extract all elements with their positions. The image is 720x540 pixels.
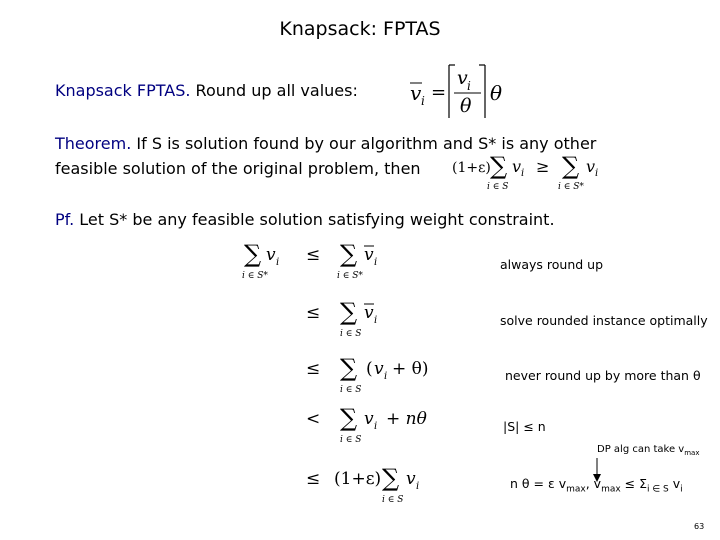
- equals-sign: =: [431, 82, 447, 103]
- fptas-intro: [55, 81, 358, 100]
- bound-part-2: , v: [585, 476, 602, 491]
- row5-sum: ∑: [382, 464, 400, 492]
- one-plus-eps: (1+ε): [452, 160, 491, 176]
- theorem-inequality: [450, 148, 610, 196]
- proof-chain: [240, 238, 490, 513]
- dp-note-text: DP alg can take v: [597, 444, 685, 455]
- row3-sum: ∑: [340, 354, 358, 382]
- vbar-subscript: i: [421, 94, 425, 108]
- v-left: v: [512, 157, 522, 176]
- row1-sum-right: ∑: [340, 240, 358, 268]
- annotation-never-round-up: never round up by more than θ: [505, 368, 701, 383]
- denominator-theta: θ: [460, 95, 472, 117]
- proof-text: Let S* be any feasible solution satisfying weight constraint.: [79, 210, 555, 229]
- row5-v: v: [406, 469, 416, 489]
- bound-sub-4: i: [680, 484, 683, 495]
- row2-sum-index: i ∈ S: [340, 329, 362, 339]
- theorem-text-1: If S is solution found by our algorithm and S* is any other: [136, 134, 597, 153]
- vbar-symbol: v: [410, 81, 422, 105]
- multiplier-theta: θ: [490, 81, 503, 105]
- row3-leq: ≤: [306, 359, 321, 379]
- rounding-formula: [405, 60, 515, 122]
- annotation-epsilon-bound: [510, 476, 683, 495]
- bound-part-1: n θ = ε v: [510, 476, 567, 491]
- row4-v-sub: i: [374, 421, 378, 432]
- row3-v: v: [374, 359, 384, 379]
- annotation-always-round-up: always round up: [500, 257, 604, 272]
- row4-plus-ntheta: + nθ: [386, 409, 427, 429]
- proof-line: [55, 210, 555, 229]
- row1-sum-left: ∑: [244, 240, 262, 268]
- annotation-solve-optimally: solve rounded instance optimally: [500, 313, 708, 328]
- page-number: 63: [694, 522, 705, 531]
- row2-sum: ∑: [340, 298, 358, 326]
- row1-leq: ≤: [306, 245, 321, 265]
- row5-one-plus-eps: (1+ε): [334, 469, 382, 489]
- row4-v: v: [364, 409, 374, 429]
- v-right-sub: i: [595, 168, 599, 179]
- geq-sign: ≥: [536, 157, 550, 176]
- row3-plus-theta: + θ): [392, 359, 429, 379]
- annotation-dp-note: [597, 444, 699, 457]
- row1-sum-right-index: i ∈ S*: [337, 271, 363, 281]
- sum-right: ∑: [562, 152, 580, 180]
- numerator-sub: i: [467, 79, 471, 93]
- row2-leq: ≤: [306, 303, 321, 323]
- v-right: v: [586, 157, 596, 176]
- sum-left-index: i ∈ S: [487, 182, 509, 192]
- row1-vbar-sub: i: [374, 257, 378, 268]
- annotation-set-size: |S| ≤ n: [503, 419, 546, 434]
- row1-vbar: v: [364, 245, 374, 265]
- sum-left: ∑: [490, 152, 508, 180]
- bound-sub-3: i ∈ S: [647, 484, 669, 495]
- row5-v-sub: i: [416, 481, 420, 492]
- numerator-v: v: [457, 67, 468, 89]
- v-left-sub: i: [521, 168, 525, 179]
- sum-right-index: i ∈ S*: [558, 182, 584, 192]
- fptas-label: Knapsack FPTAS.: [55, 81, 191, 100]
- row5-sum-index: i ∈ S: [382, 495, 404, 505]
- row1-sum-left-index: i ∈ S*: [242, 271, 268, 281]
- proof-label: Pf.: [55, 210, 75, 229]
- theorem-label: Theorem.: [55, 134, 132, 153]
- slide-title: Knapsack: FPTAS: [279, 18, 441, 40]
- row3-v-sub: i: [384, 371, 388, 382]
- row2-vbar: v: [364, 303, 374, 323]
- row1-v-left: v: [266, 245, 276, 265]
- theorem-line-2: feasible solution of the original problem, then: [55, 159, 421, 178]
- row5-leq: ≤: [306, 469, 321, 489]
- row4-sum: ∑: [340, 404, 358, 432]
- row3-sum-index: i ∈ S: [340, 385, 362, 395]
- row2-vbar-sub: i: [374, 315, 378, 326]
- fptas-text: Round up all values:: [195, 81, 358, 100]
- dp-note-sub: max: [684, 449, 700, 457]
- bound-part-3: ≤ Σ: [620, 476, 647, 491]
- bound-sub-2: max: [601, 484, 621, 495]
- row3-open-paren: (: [366, 359, 373, 379]
- bound-sub-1: max: [566, 484, 586, 495]
- bound-part-4: v: [668, 476, 681, 491]
- row4-sum-index: i ∈ S: [340, 435, 362, 445]
- row4-lt: <: [306, 409, 321, 429]
- row1-v-left-sub: i: [276, 257, 280, 268]
